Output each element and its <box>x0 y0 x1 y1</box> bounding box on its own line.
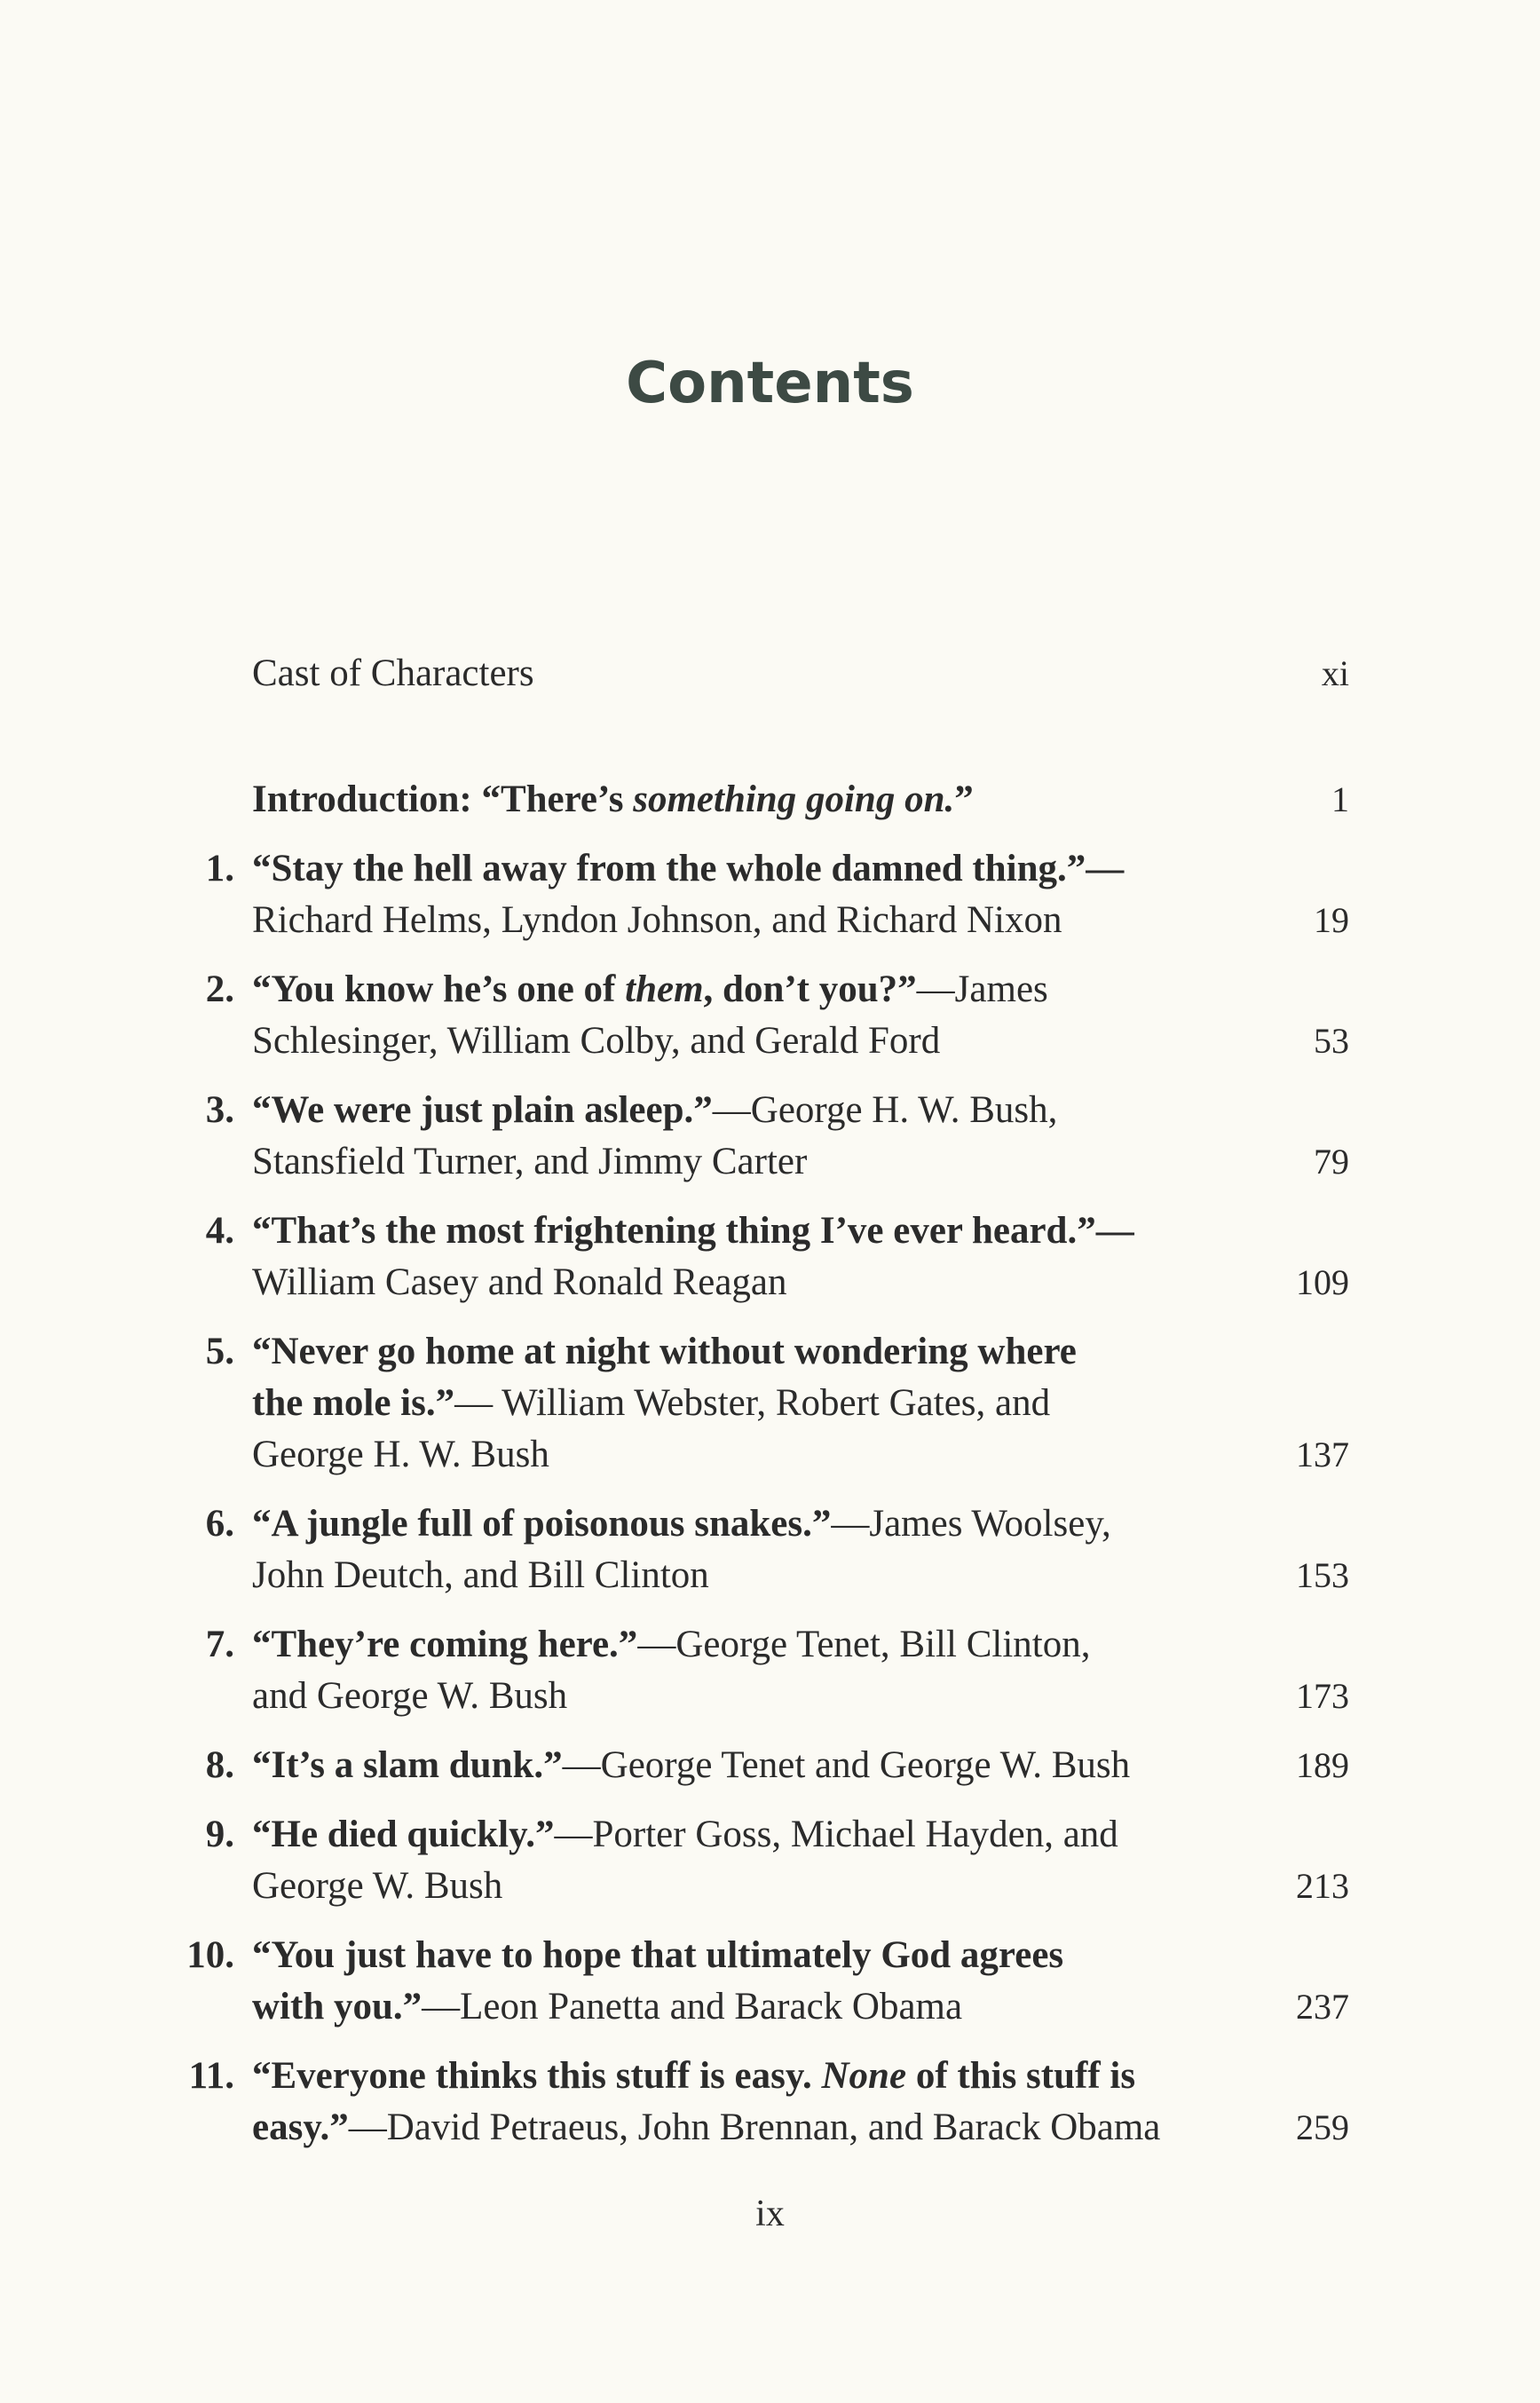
entry-title: “Stay the hell away from the whole damned thing.”— Richard Helms, Lyndon Johnson, and Richard Nixon <box>252 848 1125 941</box>
chapter-number: 9. <box>205 1814 234 1855</box>
chapter-number: 11. <box>188 2055 234 2097</box>
page-number: 53 <box>1314 1021 1349 1061</box>
page-number: 173 <box>1296 1676 1349 1716</box>
page-number: 79 <box>1314 1142 1349 1182</box>
page-number: 153 <box>1296 1555 1349 1595</box>
folio-page-number: ix <box>755 2194 785 2234</box>
entry-title: “It’s a slam dunk.”—George Tenet and George W. Bush <box>252 1744 1131 1786</box>
page-number: 237 <box>1296 1987 1349 2027</box>
entry-title: “That’s the most frightening thing I’ve ever heard.”— William Casey and Ronald Reagan <box>252 1210 1134 1303</box>
page-number: 213 <box>1296 1866 1349 1906</box>
entry-title: “Everyone thinks this stuff is easy. None of this stuff is easy.”—David Petraeus, John Brennan, and Barack Obama <box>252 2055 1161 2148</box>
page-number: 19 <box>1314 900 1349 940</box>
chapter-number: 7. <box>205 1624 234 1665</box>
page-number: 259 <box>1296 2107 1349 2147</box>
chapter-number: 5. <box>205 1331 234 1372</box>
chapter-number: 6. <box>205 1503 234 1545</box>
entry-title: “A jungle full of poisonous snakes.”—James Woolsey, John Deutch, and Bill Clinton <box>252 1503 1111 1596</box>
page-number: 137 <box>1296 1435 1349 1474</box>
chapter-number: 1. <box>205 848 234 889</box>
page-number: xi <box>1321 653 1349 693</box>
page-title: Contents <box>626 351 914 416</box>
entry-title: Introduction: “There’s something going on.” <box>252 779 974 820</box>
entry-title: “Never go home at night without wondering where the mole is.”— William Webster, Robert Gates, and George H. W. Bush <box>252 1331 1077 1475</box>
chapter-number: 2. <box>205 968 234 1010</box>
entry-title: “You just have to hope that ultimately God agrees with you.”—Leon Panetta and Barack Obama <box>252 1934 1064 2028</box>
page-number: 1 <box>1331 779 1349 819</box>
chapter-number: 10. <box>186 1934 234 1976</box>
chapter-number: 3. <box>205 1089 234 1131</box>
entry-title: “They’re coming here.”—George Tenet, Bill Clinton, and George W. Bush <box>252 1624 1091 1717</box>
entry-title: “We were just plain asleep.”—George H. W. Bush, Stansfield Turner, and Jimmy Carter <box>252 1089 1058 1182</box>
entry-title: Cast of Characters <box>252 652 534 694</box>
page-number: 189 <box>1296 1745 1349 1785</box>
entry-title: “You know he’s one of them, don’t you?”—James Schlesinger, William Colby, and Gerald Ford <box>252 968 1048 1062</box>
page-number: 109 <box>1296 1262 1349 1302</box>
chapter-number: 8. <box>205 1744 234 1786</box>
chapter-number: 4. <box>205 1210 234 1252</box>
entry-title: “He died quickly.”—Porter Goss, Michael Hayden, and George W. Bush <box>252 1814 1118 1907</box>
